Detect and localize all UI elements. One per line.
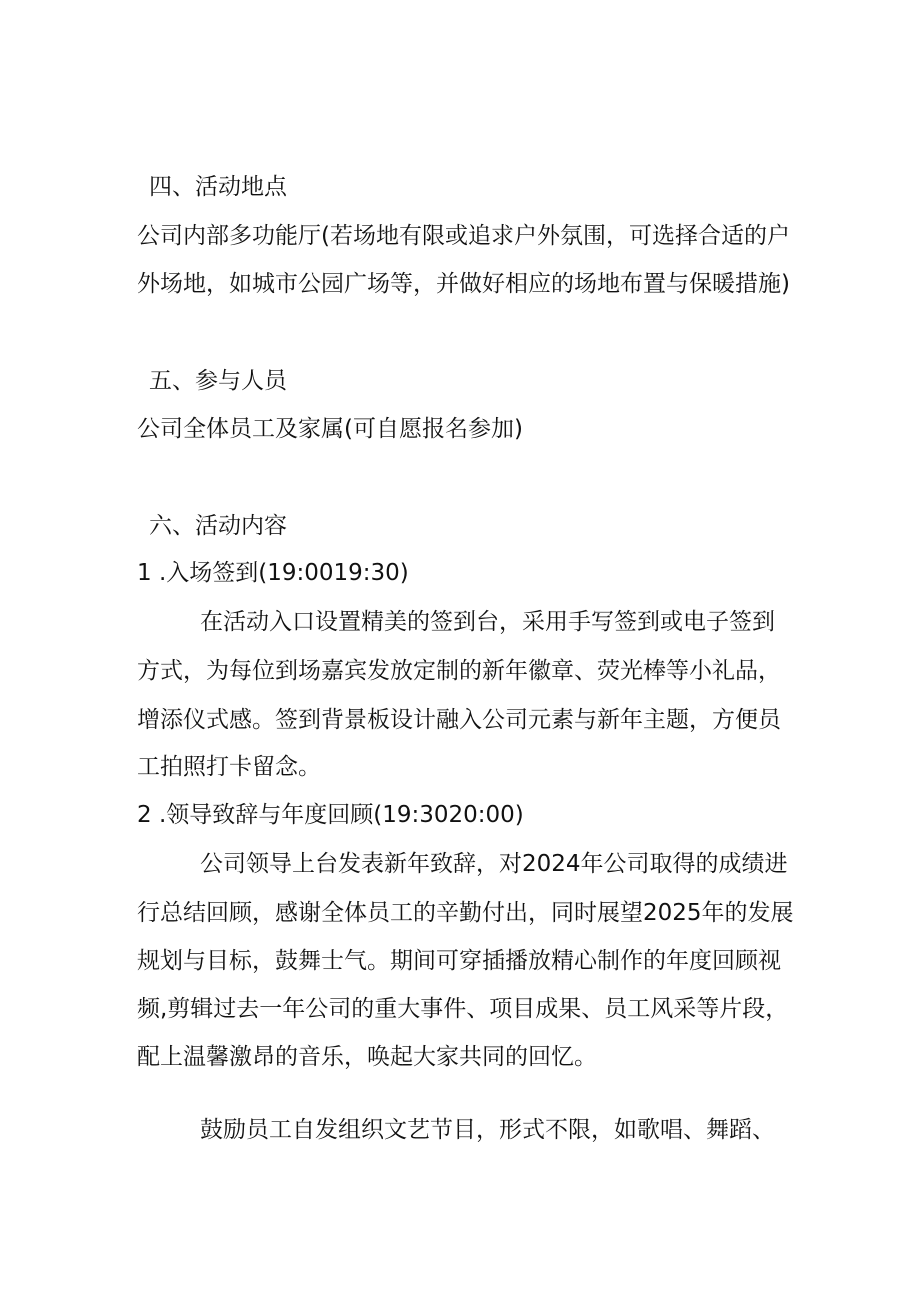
item1-line-1: 在活动入口设置精美的签到台，采用手写签到或电子签到 xyxy=(200,609,775,635)
item2-title: 2 .领导致辞与年度回顾(19:3020:00) xyxy=(137,802,524,828)
item1-title: 1 .入场签到(19:0019:30) xyxy=(137,560,409,586)
item2-line-3: 规划与目标，鼓舞士气。期间可穿插播放精心制作的年度回顾视 xyxy=(137,948,781,974)
item1-line-4: 工拍照打卡留念。 xyxy=(137,754,321,780)
item2-line-1: 公司领导上台发表新年致辞，对2024年公司取得的成绩进 xyxy=(200,851,788,877)
item2-line-5: 配上温馨激昂的音乐，唤起大家共同的回忆。 xyxy=(137,1044,597,1070)
location-line-2: 外场地，如城市公园广场等，并做好相应的场地布置与保暖措施) xyxy=(137,271,790,297)
heading-participants: 五、参与人员 xyxy=(149,368,287,394)
location-line-1: 公司内部多功能厅(若场地有限或追求户外氛围，可选择合适的户 xyxy=(137,223,790,249)
heading-content: 六、活动内容 xyxy=(149,513,287,539)
item1-line-2: 方式，为每位到场嘉宾发放定制的新年徽章、荧光棒等小礼品， xyxy=(137,658,781,684)
extra-paragraph-line-1: 鼓励员工自发组织文艺节目，形式不限，如歌唱、舞蹈、 xyxy=(200,1117,775,1143)
item2-line-4: 频,剪辑过去一年公司的重大事件、项目成果、员工风采等片段， xyxy=(137,996,789,1022)
item2-line-2: 行总结回顾，感谢全体员工的辛勤付出，同时展望2025年的发展 xyxy=(137,900,794,926)
participants-line-1: 公司全体员工及家属(可自愿报名参加) xyxy=(137,416,523,442)
heading-location: 四、活动地点 xyxy=(149,174,287,200)
item1-line-3: 增添仪式感。签到背景板设计融入公司元素与新年主题，方便员 xyxy=(137,707,781,733)
